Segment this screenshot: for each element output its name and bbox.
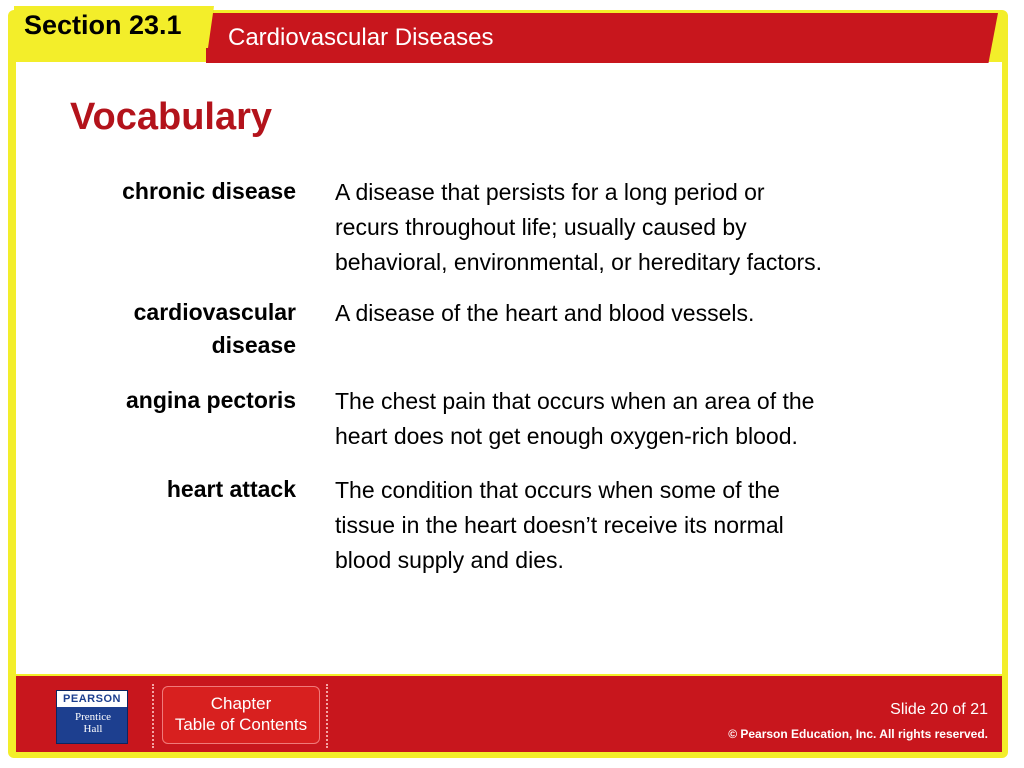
definition-line: The chest pain that occurs when an area of the <box>335 388 815 414</box>
vocab-term <box>16 384 296 417</box>
vocab-term <box>16 473 296 506</box>
vocab-term <box>16 175 296 208</box>
definition-line: A disease that persists for a long period or <box>335 179 765 205</box>
prentice-hall-wordmark <box>61 711 125 735</box>
definition-line: blood supply and dies. <box>335 547 564 573</box>
toc-label-line1: Chapter <box>210 694 272 713</box>
pearson-wordmark: PEARSON <box>57 691 127 707</box>
vocab-definition <box>335 175 955 280</box>
vocab-definition <box>335 384 955 454</box>
slide-content-area <box>16 62 1002 674</box>
definition-line: behavioral, environmental, or hereditary factors. <box>335 249 823 275</box>
chapter-toc-button[interactable] <box>162 686 320 744</box>
definition-line: tissue in the heart doesn’t receive its normal <box>335 512 784 538</box>
section-label: Section 23.1 <box>24 10 182 40</box>
term-line: cardiovascular <box>133 299 296 325</box>
definition-line: A disease of the heart and blood vessels. <box>335 300 755 326</box>
pearson-logo[interactable] <box>56 690 128 744</box>
term-line: angina pectoris <box>126 387 296 413</box>
slide-number: Slide 20 of 21 <box>890 701 988 718</box>
term-line: chronic disease <box>122 178 296 204</box>
logo-line: Hall <box>83 723 103 735</box>
definition-line: The condition that occurs when some of the <box>335 477 780 503</box>
toc-label-line2: Table of Contents <box>174 715 308 734</box>
definition-line: heart does not get enough oxygen-rich blood. <box>335 423 798 449</box>
logo-line: Prentice <box>74 711 112 723</box>
definition-line: recurs throughout life; usually caused by <box>335 214 747 240</box>
footer-divider <box>152 684 154 748</box>
header-title: Cardiovascular Diseases <box>228 24 494 51</box>
vocab-term <box>16 296 296 362</box>
vocab-definition <box>335 296 955 331</box>
copyright-notice: © Pearson Education, Inc. All rights reserved. <box>728 727 988 741</box>
page-title: Vocabulary <box>70 96 273 138</box>
term-line: disease <box>211 332 296 358</box>
term-line: heart attack <box>166 476 296 502</box>
vocab-definition <box>335 473 955 578</box>
footer-divider <box>326 684 328 748</box>
